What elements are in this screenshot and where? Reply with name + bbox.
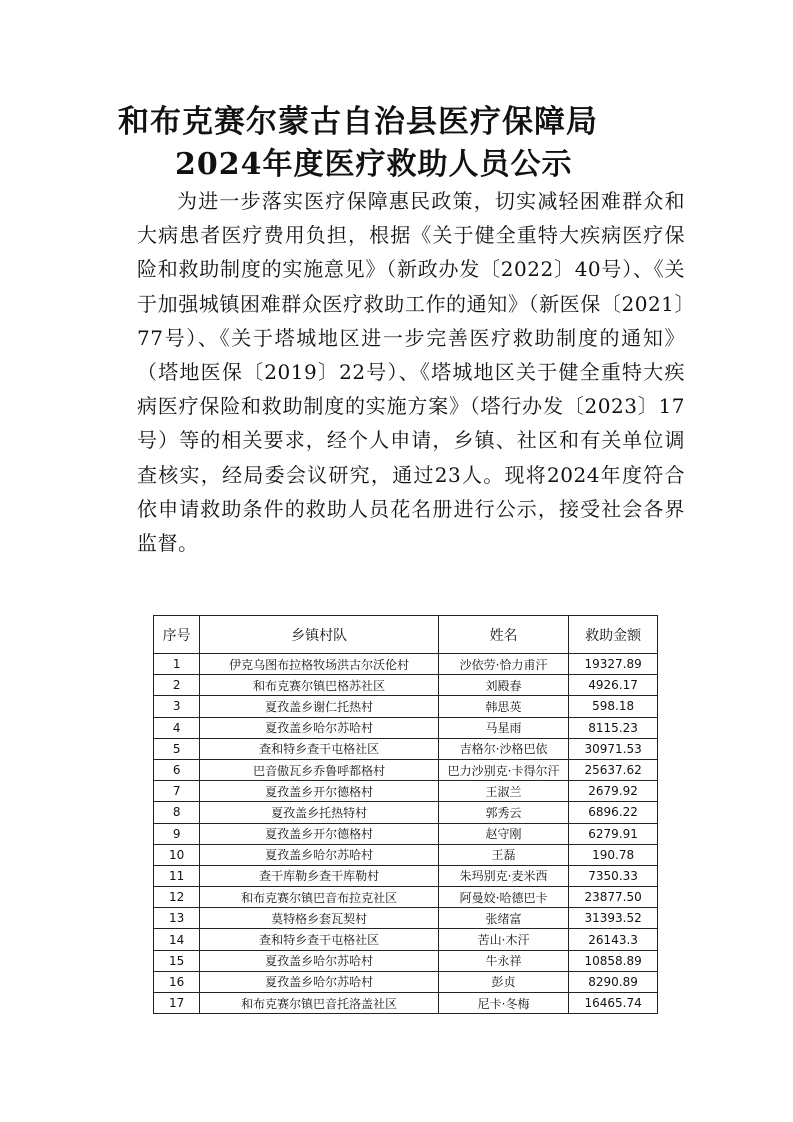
cell-village: 巴音傲瓦乡乔鲁呼都格村 bbox=[200, 759, 439, 780]
table-row bbox=[154, 950, 658, 971]
table-row bbox=[154, 654, 658, 675]
cell-amount: 19327.89 bbox=[569, 654, 658, 675]
cell-name: 郭秀云 bbox=[438, 802, 568, 823]
cell-amount: 190.78 bbox=[569, 844, 658, 865]
document-title-line2: 2024年度医疗救助人员公示 bbox=[175, 147, 573, 182]
table-row bbox=[154, 971, 658, 992]
announcement-paragraph: 为进一步落实医疗保障惠民政策，切实减轻困难群众和大病患者医疗费用负担，根据《关于健全重特大疾病医疗保险和救助制度的实施意见》（新政办发〔2022〕40号）、《关于加强城镇困难群众医疗救助工作的通知》（新医保〔2021〕77号）、《关于塔城地区进一步完善医疗救助制度的通知》（塔地医保〔2019〕22号）、《塔城地区关于健全重特大疾病医疗保险和救助制度的实施方案》（塔行办发〔2023〕17号）等的相关要求，经个人申请，乡镇、社区和有关单位调查核实，经局委会议研究，通过23人。现将2024年度符合依申请救助条件的救助人员花名册进行公示，接受社会各界监督。 bbox=[137, 189, 685, 556]
cell-no: 16 bbox=[154, 971, 200, 992]
cell-name: 巴力沙别克·卡得尔汗 bbox=[438, 759, 568, 780]
cell-village: 夏孜盖乡开尔德格村 bbox=[200, 823, 439, 844]
cell-amount: 10858.89 bbox=[569, 950, 658, 971]
cell-village: 夏孜盖乡托热特村 bbox=[200, 802, 439, 823]
cell-no: 10 bbox=[154, 844, 200, 865]
cell-no: 17 bbox=[154, 993, 200, 1014]
cell-no: 7 bbox=[154, 781, 200, 802]
cell-amount: 30971.53 bbox=[569, 738, 658, 759]
cell-name: 牛永祥 bbox=[438, 950, 568, 971]
cell-no: 8 bbox=[154, 802, 200, 823]
cell-name: 王磊 bbox=[438, 844, 568, 865]
table-row bbox=[154, 823, 658, 844]
cell-name: 马星雨 bbox=[438, 717, 568, 738]
cell-name: 阿曼姣·哈德巴卡 bbox=[438, 887, 568, 908]
cell-amount: 25637.62 bbox=[569, 759, 658, 780]
cell-name: 苦山·木汗 bbox=[438, 929, 568, 950]
table-row bbox=[154, 865, 658, 886]
cell-village: 和布克赛尔镇巴音托洛盖社区 bbox=[200, 993, 439, 1014]
cell-village: 和布克赛尔镇巴音布拉克社区 bbox=[200, 887, 439, 908]
table-row bbox=[154, 993, 658, 1014]
cell-amount: 6896.22 bbox=[569, 802, 658, 823]
table-row bbox=[154, 908, 658, 929]
cell-amount: 6279.91 bbox=[569, 823, 658, 844]
cell-name: 赵守刚 bbox=[438, 823, 568, 844]
cell-no: 3 bbox=[154, 696, 200, 717]
relief-recipients-table bbox=[153, 615, 658, 1014]
table-row bbox=[154, 929, 658, 950]
table-row bbox=[154, 781, 658, 802]
cell-village: 夏孜盖乡谢仁托热村 bbox=[200, 696, 439, 717]
cell-amount: 598.18 bbox=[569, 696, 658, 717]
cell-name: 王淑兰 bbox=[438, 781, 568, 802]
cell-village: 查干库勒乡查干库勒村 bbox=[200, 865, 439, 886]
cell-name: 沙依劳·恰力甫汗 bbox=[438, 654, 568, 675]
table-row bbox=[154, 802, 658, 823]
table-header-row bbox=[154, 616, 658, 654]
cell-name: 尼卡·冬梅 bbox=[438, 993, 568, 1014]
cell-village: 夏孜盖乡哈尔苏哈村 bbox=[200, 950, 439, 971]
cell-amount: 23877.50 bbox=[569, 887, 658, 908]
cell-no: 12 bbox=[154, 887, 200, 908]
cell-village: 和布克赛尔镇巴格苏社区 bbox=[200, 675, 439, 696]
cell-no: 13 bbox=[154, 908, 200, 929]
table-row bbox=[154, 675, 658, 696]
cell-name: 刘殿春 bbox=[438, 675, 568, 696]
cell-no: 15 bbox=[154, 950, 200, 971]
cell-amount: 7350.33 bbox=[569, 865, 658, 886]
cell-amount: 8115.23 bbox=[569, 717, 658, 738]
cell-no: 2 bbox=[154, 675, 200, 696]
cell-no: 5 bbox=[154, 738, 200, 759]
cell-amount: 31393.52 bbox=[569, 908, 658, 929]
header-no: 序号 bbox=[154, 616, 200, 654]
cell-village: 查和特乡查干屯格社区 bbox=[200, 738, 439, 759]
cell-no: 6 bbox=[154, 759, 200, 780]
cell-no: 4 bbox=[154, 717, 200, 738]
document-title-line1: 和布克赛尔蒙古自治县医疗保障局 bbox=[118, 104, 598, 140]
cell-name: 朱玛别克·麦米西 bbox=[438, 865, 568, 886]
cell-no: 14 bbox=[154, 929, 200, 950]
cell-village: 夏孜盖乡哈尔苏哈村 bbox=[200, 971, 439, 992]
cell-amount: 26143.3 bbox=[569, 929, 658, 950]
cell-village: 查和特乡查干屯格社区 bbox=[200, 929, 439, 950]
header-village: 乡镇村队 bbox=[200, 616, 439, 654]
header-amount: 救助金额 bbox=[569, 616, 658, 654]
cell-village: 伊克乌图布拉格牧场洪古尔沃伦村 bbox=[200, 654, 439, 675]
cell-village: 莫特格乡套瓦契村 bbox=[200, 908, 439, 929]
cell-no: 9 bbox=[154, 823, 200, 844]
cell-no: 11 bbox=[154, 865, 200, 886]
cell-amount: 8290.89 bbox=[569, 971, 658, 992]
table-row bbox=[154, 738, 658, 759]
cell-name: 吉格尔·沙格巴依 bbox=[438, 738, 568, 759]
cell-name: 张绪富 bbox=[438, 908, 568, 929]
cell-village: 夏孜盖乡哈尔苏哈村 bbox=[200, 717, 439, 738]
header-name: 姓名 bbox=[438, 616, 568, 654]
cell-village: 夏孜盖乡哈尔苏哈村 bbox=[200, 844, 439, 865]
cell-amount: 2679.92 bbox=[569, 781, 658, 802]
table-row bbox=[154, 844, 658, 865]
table-body bbox=[154, 654, 658, 1014]
cell-amount: 16465.74 bbox=[569, 993, 658, 1014]
cell-name: 彭贞 bbox=[438, 971, 568, 992]
table-row bbox=[154, 717, 658, 738]
table-row bbox=[154, 696, 658, 717]
announcement-body bbox=[137, 184, 685, 560]
cell-name: 韩思英 bbox=[438, 696, 568, 717]
cell-amount: 4926.17 bbox=[569, 675, 658, 696]
table-row bbox=[154, 887, 658, 908]
table-row bbox=[154, 759, 658, 780]
cell-no: 1 bbox=[154, 654, 200, 675]
cell-village: 夏孜盖乡开尔德格村 bbox=[200, 781, 439, 802]
